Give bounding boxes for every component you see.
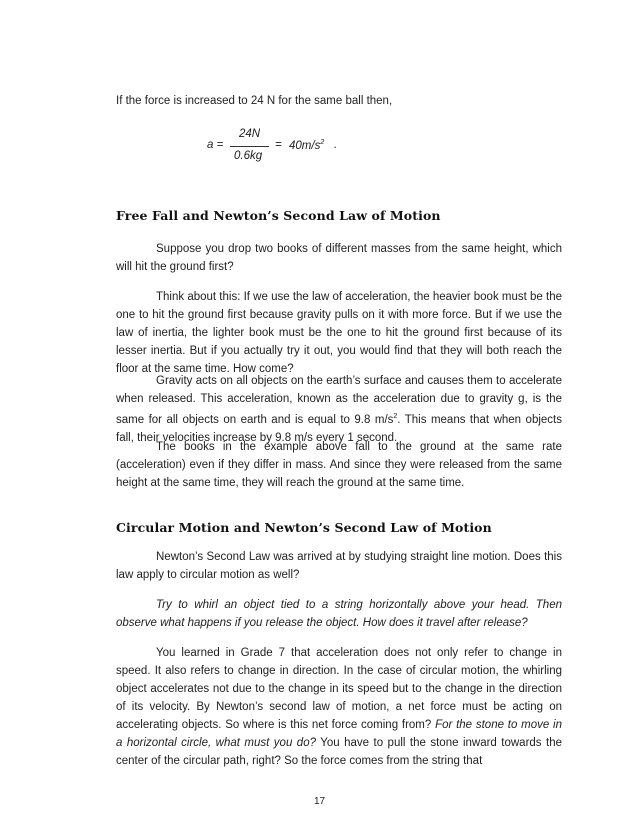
equation-denominator: 0.6kg [234, 150, 263, 162]
paragraph: Think about this: If we use the law of acceleration, the heavier book must be the one to hit the ground first because gravity pulls on it with more force. But if we use the law of inertia, the lighter book must be the one to hit the ground first because of its lesser inertia. But if you actually try it out, you would find that they will both reach the floor at the same time. How come? [116, 291, 562, 375]
section-heading-free-fall: Free Fall and Newton’s Second Law of Motion [116, 208, 441, 223]
equation-lhs: a = [207, 139, 224, 151]
page-number: 17 [313, 796, 326, 807]
paragraph: You learned in Grade 7 that acceleration does not only refer to change in speed. It also refers to change in direction. In the case of circular motion, the whirling object accelerates not due to the change in its speed but to the change in the direction of its velocity. By Newton’s second law of motion, a net force must be acting on accelerating objects. So where is this net force coming from? For the stone to move in a horizontal circle, what must you do? You have to pull the stone inward towards the center of the circular path, right? So the force comes from the string that [116, 647, 562, 767]
fraction-bar [230, 146, 269, 147]
paragraph: The books in the example above fall to the ground at the same rate (acceleration) even if they differ in mass. And since they were released from the same height at the same time, they will reach the ground at the same time. [116, 441, 562, 489]
equation-exponent: 2 [320, 139, 325, 146]
superscript: 2 [393, 413, 398, 420]
equation-result: $40m/s^2$ [289, 139, 325, 152]
paragraph: Gravity acts on all objects on the earth’s surface and causes them to accelerate when released. This acceleration, known as the acceleration due to gravity g, is the same for all objects on earth and is equal to 9.8 $m/s^2$. This means that when objects fall, their velocities increase by 9.8 m/s every 1 second. [116, 375, 562, 444]
equation-equals: = [275, 139, 282, 151]
intro-text: If the force is increased to 24 N for the same ball then, [116, 95, 393, 107]
paragraph: Suppose you drop two books of different masses from the same height, which will hit the ground first? [116, 243, 562, 273]
equation-numerator: 24N [239, 128, 261, 140]
italic-prompt: Try to whirl an object tied to a string horizontally above your head. Then observe what happens if you release the object. How does it travel after release? [116, 599, 562, 629]
equation-end: . [334, 139, 338, 151]
section-heading-circular-motion: Circular Motion and Newton’s Second Law of Motion [116, 520, 492, 535]
paragraph: Newton’s Second Law was arrived at by studying straight line motion. Does this law apply to circular motion as well? [116, 551, 562, 581]
